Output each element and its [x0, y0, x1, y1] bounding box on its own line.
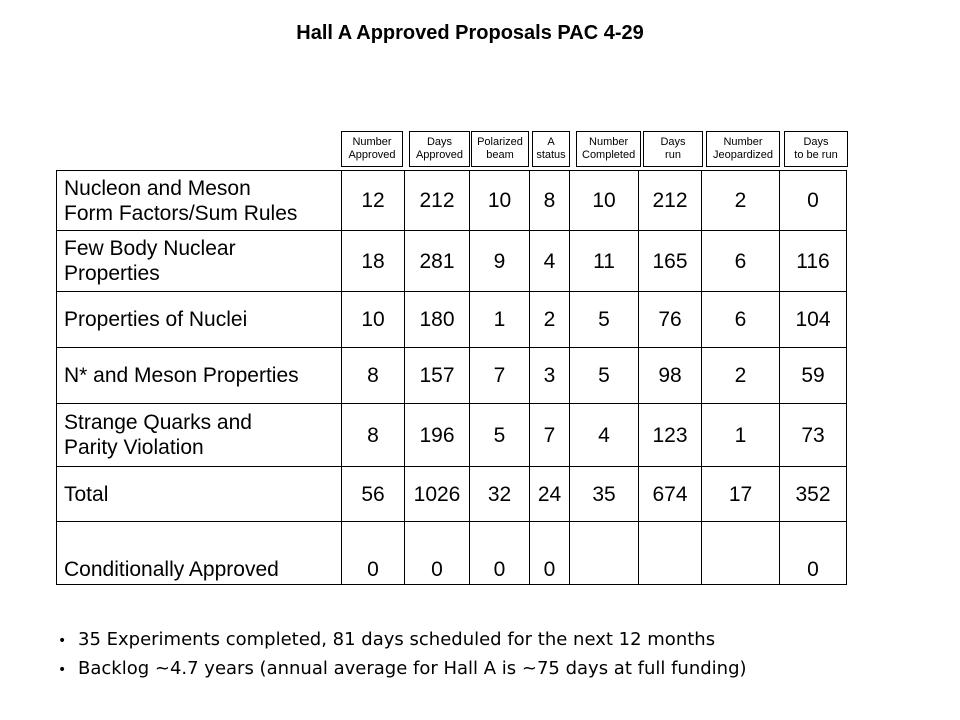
column-header-number-jeopardized: [706, 131, 780, 167]
header-line: Number: [589, 136, 629, 148]
table-cell: 0: [405, 522, 470, 585]
table-cell: 12: [342, 171, 405, 231]
table-cell: 157: [405, 348, 470, 404]
table-row: [57, 292, 847, 348]
table-cell: 5: [570, 348, 639, 404]
table-cell: 6: [702, 231, 780, 292]
table-cell: [570, 522, 639, 585]
bullet-icon: •: [58, 662, 67, 678]
table-cell: 9: [470, 231, 530, 292]
table-cell: 0: [530, 522, 570, 585]
table-cell: 18: [342, 231, 405, 292]
table-cell: 1: [702, 404, 780, 467]
header-line: Completed: [582, 149, 636, 161]
table-cell: 7: [530, 404, 570, 467]
table-cell: 8: [342, 348, 405, 404]
table-cell: 8: [342, 404, 405, 467]
table-cell: 165: [639, 231, 702, 292]
note-text: Backlog ~4.7 years (annual average for Hall A is ~75 days at full funding): [78, 658, 747, 679]
column-header-number-completed: [576, 131, 641, 167]
table-cell: 196: [405, 404, 470, 467]
header-line: run: [665, 149, 681, 161]
column-header-days-to-be-run: [784, 131, 848, 167]
header-line: beam: [486, 149, 514, 161]
row-category: Properties of Nuclei: [57, 292, 342, 348]
table-cell: 3: [530, 348, 570, 404]
table-cell: 7: [470, 348, 530, 404]
table-cell: 281: [405, 231, 470, 292]
header-line: Days: [803, 136, 829, 148]
category-line: Nucleon and Meson: [64, 176, 251, 200]
category-line: Properties: [64, 262, 160, 285]
header-line: status: [536, 149, 566, 161]
row-category: [57, 231, 342, 292]
column-header-days-approved: [409, 131, 470, 167]
table-cell: 5: [470, 404, 530, 467]
table-cell: 32: [470, 467, 530, 522]
category-line: Few Body Nuclear: [64, 237, 236, 260]
header-line: Jeopardized: [713, 149, 773, 161]
row-category: [57, 404, 342, 467]
table-cell: [702, 522, 780, 585]
table-cell: 104: [780, 292, 847, 348]
header-line: Number: [352, 136, 392, 148]
header-line: A: [547, 136, 555, 148]
header-line: Approved: [415, 149, 464, 161]
table-cell: 674: [639, 467, 702, 522]
category-line: Form Factors/Sum Rules: [64, 201, 298, 225]
table-cell: 11: [570, 231, 639, 292]
slide-title: Hall A Approved Proposals PAC 4-29: [296, 22, 644, 44]
column-header-a-status: [532, 131, 570, 167]
column-header-days-run: [643, 131, 703, 167]
category-line: Parity Violation: [64, 436, 204, 459]
table-cell: 6: [702, 292, 780, 348]
table-cell: 8: [530, 171, 570, 231]
table-cell: 4: [570, 404, 639, 467]
table-cell: 98: [639, 348, 702, 404]
table-row-conditional: [57, 522, 847, 585]
table-cell: 2: [530, 292, 570, 348]
table-cell: 35: [570, 467, 639, 522]
row-category: N* and Meson Properties: [57, 348, 342, 404]
table-cell: 10: [342, 292, 405, 348]
table-row: [57, 171, 847, 231]
table-cell: 24: [530, 467, 570, 522]
bullet-icon: •: [58, 633, 67, 649]
table-cell: 0: [342, 522, 405, 585]
header-line: to be run: [794, 149, 838, 161]
header-line: Days: [660, 136, 686, 148]
table-cell: 2: [702, 171, 780, 231]
table-cell: [639, 522, 702, 585]
table-cell: 116: [780, 231, 847, 292]
list-item: [58, 655, 747, 684]
table-cell: 0: [780, 171, 847, 231]
row-category: [57, 171, 342, 231]
table-cell: 17: [702, 467, 780, 522]
table-cell: 4: [530, 231, 570, 292]
table-cell: 59: [780, 348, 847, 404]
note-text: 35 Experiments completed, 81 days scheduled for the next 12 months: [78, 629, 716, 650]
table-cell: 0: [780, 522, 847, 585]
table-cell: 1026: [405, 467, 470, 522]
table-cell: 212: [405, 171, 470, 231]
table-row-total: [57, 467, 847, 522]
notes-list: [58, 626, 747, 684]
column-header-number-approved: [341, 131, 403, 167]
table-cell: 123: [639, 404, 702, 467]
table-cell: 10: [470, 171, 530, 231]
table-cell: 73: [780, 404, 847, 467]
table-cell: 1: [470, 292, 530, 348]
table-cell: 76: [639, 292, 702, 348]
table-cell: 56: [342, 467, 405, 522]
header-line: Days: [426, 136, 453, 148]
row-category: Total: [57, 467, 342, 522]
table-cell: 10: [570, 171, 639, 231]
proposals-table: [56, 170, 847, 585]
list-item: [58, 626, 747, 655]
table-row: [57, 404, 847, 467]
header-line: Number: [723, 136, 763, 148]
row-category: Conditionally Approved: [57, 522, 342, 585]
table-cell: 5: [570, 292, 639, 348]
table-row: [57, 231, 847, 292]
header-line: Polarized: [477, 136, 523, 148]
table-cell: 212: [639, 171, 702, 231]
table-cell: 180: [405, 292, 470, 348]
category-line: Strange Quarks and: [64, 411, 252, 434]
header-line: Approved: [348, 149, 396, 161]
table-row: [57, 348, 847, 404]
table-cell: 0: [470, 522, 530, 585]
table-cell: 352: [780, 467, 847, 522]
table-cell: 2: [702, 348, 780, 404]
column-header-polarized-beam: [471, 131, 529, 167]
